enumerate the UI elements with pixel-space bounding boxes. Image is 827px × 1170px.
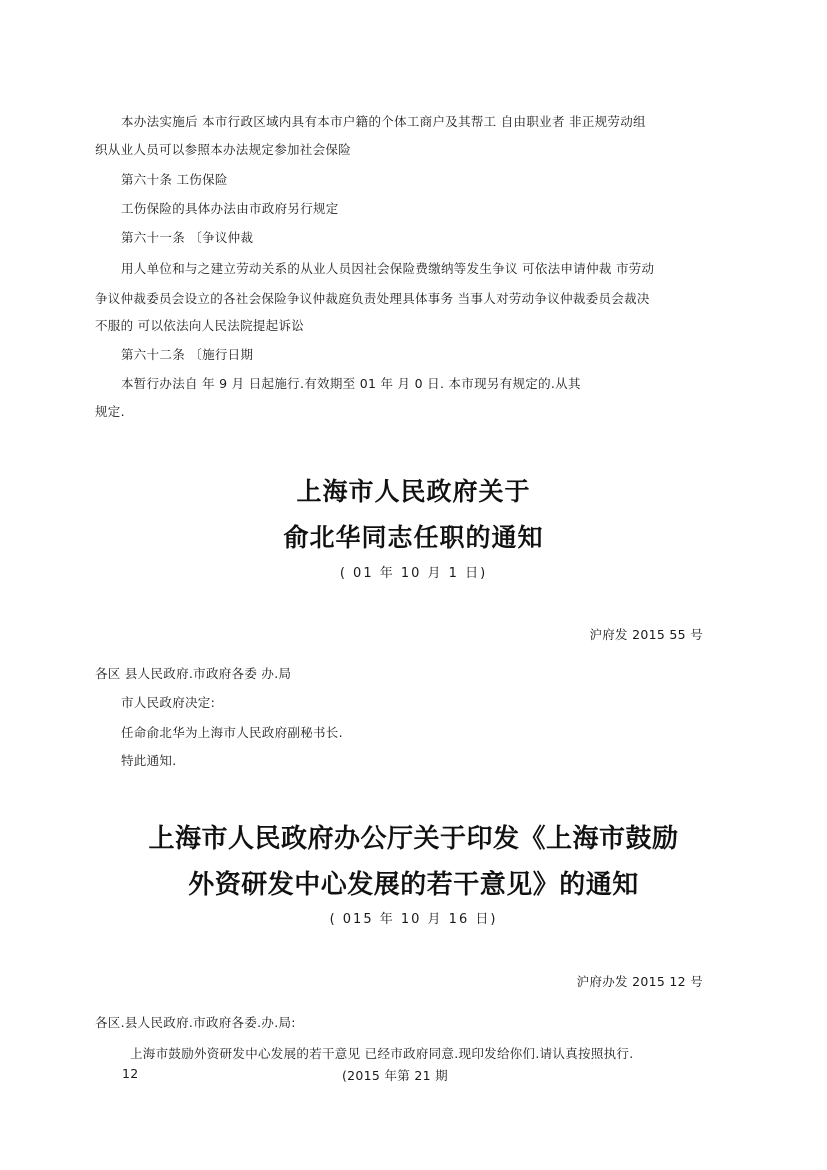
recipients: 各区.县人民政府.市政府各委.办.局: [95, 1015, 296, 1030]
notice-title: 外资研发中心发展的若干意见》的通知 [188, 870, 639, 900]
paragraph-line: 织从业人员可以参照本办法规定参加社会保险 [95, 142, 352, 157]
paragraph-line: 本暂行办法自 年 9 月 日起施行.有效期至 01 年 月 0 日. 本市现另有规定的.从其 [121, 376, 581, 391]
paragraph-line: 不服的 可以依法向人民法院提起诉讼 [95, 318, 305, 333]
paragraph-line: 工伤保险的具体办法由市政府另行规定 [121, 201, 339, 216]
document-number: 沪府发 2015 55 号 [589, 627, 703, 642]
paragraph-line: 上海市鼓励外资研发中心发展的若干意见 已经市政府同意.现印发给你们.请认真按照执行. [130, 1046, 634, 1061]
paragraph-line: 本办法实施后 本市行政区域内具有本市户籍的个体工商户及其帮工 自由职业者 非正规劳动组 [121, 114, 646, 129]
recipients: 各区 县人民政府.市政府各委 办.局 [95, 666, 292, 681]
paragraph-line: 任命俞北华为上海市人民政府副秘书长. [121, 725, 343, 740]
paragraph-line: 争议仲裁委员会设立的各社会保险争议仲裁庭负责处理具体事务 当事人对劳动争议仲裁委员会裁决 [95, 291, 650, 306]
notice-title: 俞北华同志任职的通知 [283, 523, 544, 552]
document-number: 沪府办发 2015 12 号 [576, 974, 703, 989]
issue-label: (2015 年第 21 期 [342, 1068, 448, 1083]
paragraph-line: 市人民政府决定: [121, 695, 216, 710]
notice-date: ( 015 年 10 月 16 日) [329, 912, 498, 927]
paragraph-line: 用人单位和与之建立劳动关系的从业人员因社会保险费缴纳等发生争议 可依法申请仲裁 市劳动 [121, 261, 655, 276]
paragraph-line: 规定. [95, 404, 125, 419]
article-heading: 第六十二条 〔施行日期 [121, 347, 254, 362]
notice-date: ( 01 年 10 月 1 日) [339, 566, 488, 581]
article-heading: 第六十一条 〔争议仲裁 [121, 230, 254, 245]
page-number: 12 [122, 1066, 139, 1081]
paragraph-line: 特此通知. [121, 753, 177, 768]
notice-title: 上海市人民政府关于 [296, 477, 531, 506]
article-heading: 第六十条 工伤保险 [121, 172, 228, 187]
notice-title: 上海市人民政府办公厅关于印发《上海市鼓励 [148, 824, 679, 854]
